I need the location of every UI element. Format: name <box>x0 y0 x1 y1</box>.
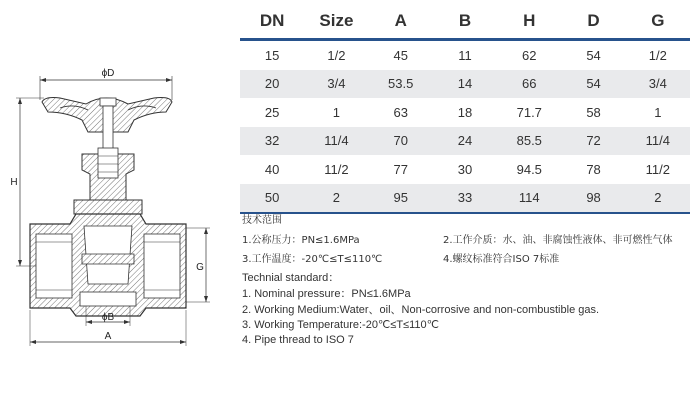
header-h: H <box>497 3 561 40</box>
notes-cn-item-1: 1.公称压力：PN≤1.6MPa <box>242 235 360 246</box>
table-row <box>240 40 690 70</box>
table-cell: 11/2 <box>324 161 349 177</box>
table-cell: 54 <box>586 47 601 63</box>
table-cell: 24 <box>433 127 497 156</box>
table-cell: 114 <box>497 184 561 214</box>
table-cell: 3/4 <box>304 70 368 99</box>
table-cell: 66 <box>497 70 561 99</box>
table-cell: 45 <box>393 47 408 63</box>
label-h: H <box>10 177 18 188</box>
table-row <box>240 127 690 156</box>
table-cell: 11/4 <box>626 127 690 156</box>
header-a: A <box>369 3 433 40</box>
label-g: G <box>196 262 204 273</box>
notes-cn-title: 技术范围 <box>242 215 282 226</box>
table-cell: 98 <box>561 184 625 214</box>
header-b: B <box>433 3 497 40</box>
table-row <box>240 184 690 214</box>
table-cell: 62 <box>522 47 537 63</box>
table-cell: 78 <box>586 161 601 177</box>
notes-en-item-1: 1. Nominal pressure：PN≤1.6MPa <box>242 288 411 300</box>
table-cell: 11/2 <box>645 161 671 177</box>
table-cell: 1/2 <box>648 47 667 63</box>
table-cell: 71.7 <box>516 104 542 120</box>
table-row <box>240 98 690 127</box>
valve-body <box>30 214 186 316</box>
table-cell: 77 <box>393 161 408 177</box>
notes-en-item-4: 4. Pipe thread to ISO 7 <box>242 334 354 346</box>
spec-table <box>240 3 690 214</box>
header-g: G <box>626 3 690 40</box>
notes-cn-item-3: 3.工作温度：-20℃≤T≤110℃ <box>242 254 383 265</box>
notes-en-item-3: 3. Working Temperature:-20℃≤T≤110℃ <box>242 319 439 331</box>
table-cell: 1/2 <box>327 47 346 63</box>
notes-cn-item-4: 4.螺纹标准符合ISO 7标准 <box>443 254 560 265</box>
table-cell: 54 <box>561 70 625 99</box>
table-cell: 2 <box>626 184 690 214</box>
table-cell: 94.5 <box>516 161 542 177</box>
table-cell: 11 <box>458 47 472 63</box>
notes-en-item-2: 2. Working Medium:Water、oil、Non-corrosive and non-combustible gas. <box>242 304 600 316</box>
label-phi-b: ϕB <box>101 312 115 323</box>
table-cell: 1 <box>654 104 662 120</box>
table-row <box>240 155 690 184</box>
dimension-g <box>186 228 210 302</box>
table-cell: 14 <box>433 70 497 99</box>
table-cell: 3/4 <box>626 70 690 99</box>
header-dn: DN <box>240 3 304 40</box>
dimension-phi-d <box>40 68 172 100</box>
table-cell: 11/4 <box>304 127 368 156</box>
table-cell: 58 <box>586 104 601 120</box>
table-cell: 63 <box>393 104 408 120</box>
table-cell: 53.5 <box>369 70 433 99</box>
table-row <box>240 70 690 99</box>
notes-cn-item-2: 2.工作介质：水、油、非腐蚀性液体、非可燃性气体 <box>443 235 673 246</box>
table-cell: 95 <box>369 184 433 214</box>
valve-drawing <box>0 55 232 355</box>
table-cell: 1 <box>332 104 341 120</box>
table-header-row <box>240 3 690 40</box>
table-cell: 2 <box>304 184 368 214</box>
header-size: Size <box>304 3 368 40</box>
table-cell: 18 <box>457 104 473 120</box>
table-cell: 72 <box>561 127 625 156</box>
table-cell: 85.5 <box>497 127 561 156</box>
notes-en-title: Technial standard： <box>242 272 340 284</box>
table-cell: 50 <box>240 184 304 214</box>
label-phi-d: ϕD <box>101 68 115 79</box>
table-cell: 33 <box>433 184 497 214</box>
table-cell: 20 <box>240 70 304 99</box>
table-cell: 25 <box>264 104 280 120</box>
table-cell: 70 <box>369 127 433 156</box>
table-cell: 30 <box>457 161 473 177</box>
header-d: D <box>561 3 625 40</box>
table-cell: 40 <box>264 161 280 177</box>
table-cell: 15 <box>264 47 280 63</box>
label-a: A <box>104 331 112 342</box>
table-cell: 32 <box>240 127 304 156</box>
